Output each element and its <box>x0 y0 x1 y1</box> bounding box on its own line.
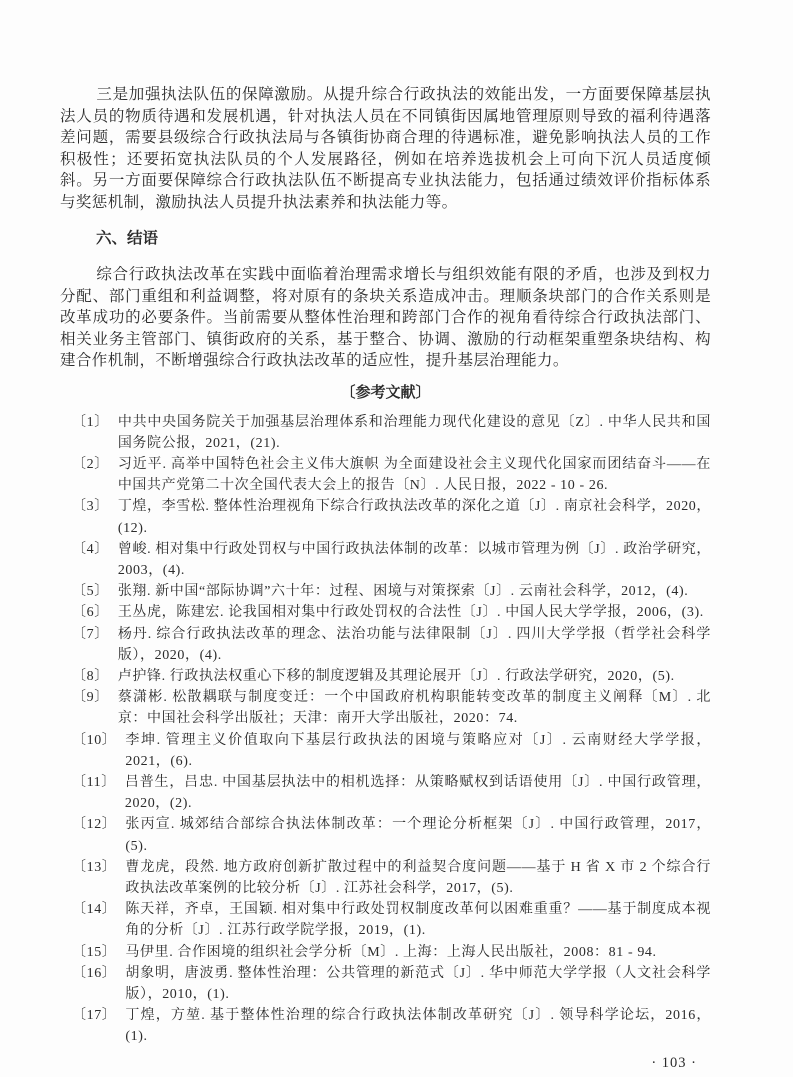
reference-text: 蔡潇彬. 松散耦联与制度变迁：一个中国政府机构职能转变改革的制度主义阐释〔M〕. 北京：中国社会科学出版社；天津：南开大学出版社，2020：74. <box>117 690 711 727</box>
reference-text: 丁煌，李雪松. 整体性治理视角下综合行政执法改革的深化之道〔J〕. 南京社会科学，2020，(12). <box>117 499 711 536</box>
reference-item-17 <box>72 1005 711 1047</box>
paragraph-safeguard-incentives: 三是加强执法队伍的保障激励。从提升综合行政执法的效能出发，一方面要保障基层执法人员的物质待遇和发展机遇，针对执法人员在不同镇街因属地管理原则导致的福利待遇落差问题，需要县级综合行政执法局与各镇街协商合理的待遇标准，避免影响执法人员的工作积极性；还要拓宽执法队员的个人发展路径，例如在培养选拔机会上可向下沉人员适度倾斜。另一方面要保障综合行政执法队伍不断提高专业执法能力，包括通过绩效评价指标体系与奖惩机制，激励执法人员提升执法素养和执法能力等。 <box>60 86 711 211</box>
reference-text: 丁煌，方堃. 基于整体性治理的综合行政执法体制改革研究〔J〕. 领导科学论坛，2016，(1). <box>125 1008 711 1045</box>
reference-text: 中共中央国务院关于加强基层治理体系和治理能力现代化建设的意见〔Z〕. 中华人民共和国国务院公报，2021，(21). <box>117 414 711 451</box>
reference-number: 〔17〕 <box>72 1008 117 1024</box>
reference-number: 〔2〕 <box>72 456 109 472</box>
reference-text: 曹龙虎，段然. 地方政府创新扩散过程中的利益契合度问题——基于 H 省 X 市 2 个综合行政执法改革案例的比较分析〔J〕. 江苏社会科学，2017，(5). <box>125 859 711 896</box>
reference-number: 〔10〕 <box>72 732 117 748</box>
reference-item-3 <box>72 496 711 538</box>
reference-item-1 <box>72 412 711 454</box>
reference-text: 曾峻. 相对集中行政处罚权与中国行政执法体制的改革：以城市管理为例〔J〕. 政治学研究，2003，(4). <box>117 541 711 578</box>
reference-text: 杨丹. 综合行政执法改革的理念、法治功能与法律限制〔J〕. 四川大学学报（哲学社会科学版），2020，(4). <box>117 626 711 663</box>
reference-item-15 <box>72 942 711 963</box>
reference-number: 〔4〕 <box>72 541 109 557</box>
reference-item-8 <box>72 666 711 687</box>
paragraph-conclusion: 综合行政执法改革在实践中面临着治理需求增长与组织效能有限的矛盾，也涉及到权力分配、部门重组和利益调整，将对原有的条块关系造成冲击。理顺条块部门的合作关系则是改革成功的必要条件。当前需要从整体性治理和跨部门合作的视角看待综合行政执法部门、相关业务主管部门、镇街政府的关系，基于整合、协调、激励的行动框架重塑条块结构、构建合作机制，不断增强综合行政执法改革的适应性，提升基层治理能力。 <box>60 266 711 369</box>
reference-item-13 <box>72 857 711 899</box>
references-list <box>60 412 711 1048</box>
reference-item-6 <box>72 602 711 623</box>
reference-number: 〔13〕 <box>72 859 117 875</box>
reference-number: 〔11〕 <box>72 774 116 790</box>
reference-number: 〔12〕 <box>72 817 117 833</box>
reference-text: 卢护锋. 行政执法权重心下移的制度逻辑及其理论展开〔J〕. 行政法学研究，2020，(5). <box>117 668 675 684</box>
reference-number: 〔9〕 <box>72 690 109 706</box>
reference-item-12 <box>72 814 711 856</box>
reference-text: 张翔. 新中国“部际协调”六十年：过程、困境与对策探索〔J〕. 云南社会科学，2012，(4). <box>117 584 689 600</box>
reference-text: 王丛虎，陈建宏. 论我国相对集中行政处罚权的合法性〔J〕. 中国人民大学学报，2006，(3). <box>117 605 704 621</box>
reference-item-11 <box>72 772 711 814</box>
reference-text: 吕普生，吕忠. 中国基层执法中的相机选择：从策略赋权到话语使用〔J〕. 中国行政管理，2020，(2). <box>124 774 711 812</box>
reference-number: 〔1〕 <box>72 414 109 430</box>
reference-item-10 <box>72 730 711 772</box>
reference-item-16 <box>72 963 711 1005</box>
reference-text: 陈天祥，齐卓，王国颖. 相对集中行政处罚权制度改革何以困难重重？——基于制度成本视角的分析〔J〕. 江苏行政学院学报，2019，(1). <box>125 902 711 939</box>
section-heading-conclusion: 六、结语 <box>96 230 159 247</box>
references-title: 〔参考文献〕 <box>340 383 431 401</box>
reference-number: 〔16〕 <box>72 965 117 981</box>
reference-item-9 <box>72 687 711 729</box>
reference-text: 李坤. 管理主义价值取向下基层行政执法的困境与策略应对〔J〕. 云南财经大学学报，2021，(6). <box>125 732 711 769</box>
reference-text: 张丙宣. 城郊结合部综合执法体制改革：一个理论分析框架〔J〕. 中国行政管理，2017，(5). <box>125 817 711 854</box>
reference-item-5 <box>72 581 711 602</box>
reference-number: 〔8〕 <box>72 668 109 684</box>
reference-item-14 <box>72 899 711 941</box>
reference-item-2 <box>72 454 711 496</box>
reference-number: 〔5〕 <box>72 584 109 600</box>
reference-text: 马伊里. 合作困境的组织社会学分析〔M〕. 上海：上海人民出版社，2008：81 - 94. <box>125 944 657 960</box>
reference-item-4 <box>72 539 711 581</box>
reference-number: 〔7〕 <box>72 626 109 642</box>
reference-text: 胡象明，唐波勇. 整体性治理：公共管理的新范式〔J〕. 华中师范大学学报（人文社会科学版），2010，(1). <box>125 965 711 1002</box>
reference-number: 〔14〕 <box>72 902 117 918</box>
reference-number: 〔6〕 <box>72 605 109 621</box>
reference-number: 〔15〕 <box>72 944 117 960</box>
reference-item-7 <box>72 624 711 666</box>
reference-number: 〔3〕 <box>72 499 109 515</box>
page-number: · 103 · <box>651 1054 697 1071</box>
reference-text: 习近平. 高举中国特色社会主义伟大旗帜 为全面建设社会主义现代化国家而团结奋斗——在中国共产党第二十次全国代表大会上的报告〔N〕. 人民日报，2022 - 10 - 26. <box>117 456 711 494</box>
